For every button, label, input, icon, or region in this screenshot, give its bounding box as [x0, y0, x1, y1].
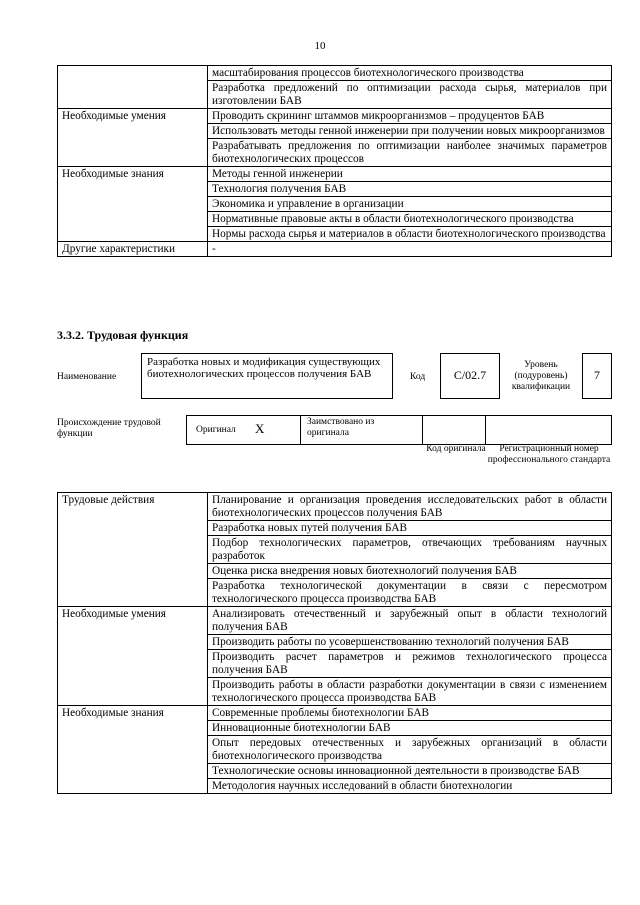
- row-header: Необходимые знания: [58, 167, 208, 242]
- row-header: Необходимые умения: [58, 607, 208, 706]
- row-cell: Разработка предложений по оптимизации расхода сырья, материалов при изготовлении БАВ: [208, 81, 612, 109]
- level-box: 7: [582, 353, 612, 399]
- row-cell: Оценка риска внедрения новых биотехнологий получения БАВ: [208, 564, 612, 579]
- row-cell: Анализировать отечественный и зарубежный опыт в области технологий получения БАВ: [208, 607, 612, 635]
- row-cell: Производить работы по усовершенствованию технологий получения БАВ: [208, 635, 612, 650]
- table-row: [58, 242, 612, 257]
- level-label: Уровень (подуровень) квалификации: [511, 360, 571, 392]
- row-cell: Нормативные правовые акты в области биотехнологического производства: [208, 212, 612, 227]
- row-cell: Разрабатывать предложения по оптимизации наиболее значимых параметров биотехнологических процессов: [208, 139, 612, 167]
- row-cell: Подбор технологических параметров, отвечающих требованиям научных разработок: [208, 536, 612, 564]
- row-header: Трудовые действия: [58, 493, 208, 607]
- row-header: Необходимые умения: [58, 109, 208, 167]
- name-label: Наименование: [57, 372, 117, 382]
- row-cell: -: [208, 242, 612, 257]
- row-header: [58, 66, 208, 109]
- table-row: [58, 167, 612, 182]
- row-cell: Методы генной инженерии: [208, 167, 612, 182]
- borrowed-label: Заимствовано из оригинала: [307, 417, 375, 438]
- row-cell: Экономика и управление в организации: [208, 197, 612, 212]
- code-original-caption: Код оригинала: [426, 444, 486, 454]
- row-cell: Технология получения БАВ: [208, 182, 612, 197]
- requirements-table-top: [57, 65, 612, 257]
- table-row: [58, 607, 612, 635]
- table-row: [58, 706, 612, 721]
- code-box: С/02.7: [440, 353, 500, 399]
- origin-row: [186, 415, 612, 445]
- row-cell: Методология научных исследований в области биотехнологии: [208, 779, 612, 794]
- table-row: [58, 493, 612, 521]
- row-cell: Опыт передовых отечественных и зарубежных организаций в области биотехнологического производства: [208, 736, 612, 764]
- requirements-table-bottom: [57, 492, 612, 794]
- table-row: [58, 109, 612, 124]
- row-cell: Разработка новых путей получения БАВ: [208, 521, 612, 536]
- row-cell: Разработка технологической документации в связи с пересмотром технологического процесса производства БАВ: [208, 579, 612, 607]
- section-title: 3.3.2. Трудовая функция: [57, 328, 189, 342]
- row-cell: Планирование и организация проведения исследовательских работ в области биотехнологических процессов получения БАВ: [208, 493, 612, 521]
- row-cell: масштабирования процессов биотехнологического производства: [208, 66, 612, 81]
- row-cell: Производить работы в области разработки документации в связи с изменением технологического процесса производства БАВ: [208, 678, 612, 706]
- table-row: [58, 66, 612, 81]
- original-label: Оригинал: [196, 425, 236, 435]
- origin-label: Происхождение трудовой функции: [57, 418, 161, 439]
- row-cell: Использовать методы генной инженерии при получении новых микроорганизмов: [208, 124, 612, 139]
- code-label: Код: [410, 372, 426, 382]
- row-cell: Технологические основы инновационной деятельности в производстве БАВ: [208, 764, 612, 779]
- page-number: 10: [314, 40, 326, 52]
- original-cell: [187, 416, 301, 444]
- row-header: Другие характеристики: [58, 242, 208, 257]
- reg-number-caption: Регистрационный номер профессионального стандарта: [487, 444, 611, 465]
- row-cell: Инновационные биотехнологии БАВ: [208, 721, 612, 736]
- row-header: Необходимые знания: [58, 706, 208, 794]
- row-cell: Производить расчет параметров и режимов технологического процесса получения БАВ: [208, 650, 612, 678]
- function-name-box: Разработка новых и модификация существующих биотехнологических процессов получения БАВ: [141, 353, 393, 399]
- original-mark: X: [255, 421, 265, 436]
- row-cell: Современные проблемы биотехнологии БАВ: [208, 706, 612, 721]
- row-cell: Нормы расхода сырья и материалов в области биотехнологического производства: [208, 227, 612, 242]
- row-cell: Проводить скрининг штаммов микроорганизмов – продуцентов БАВ: [208, 109, 612, 124]
